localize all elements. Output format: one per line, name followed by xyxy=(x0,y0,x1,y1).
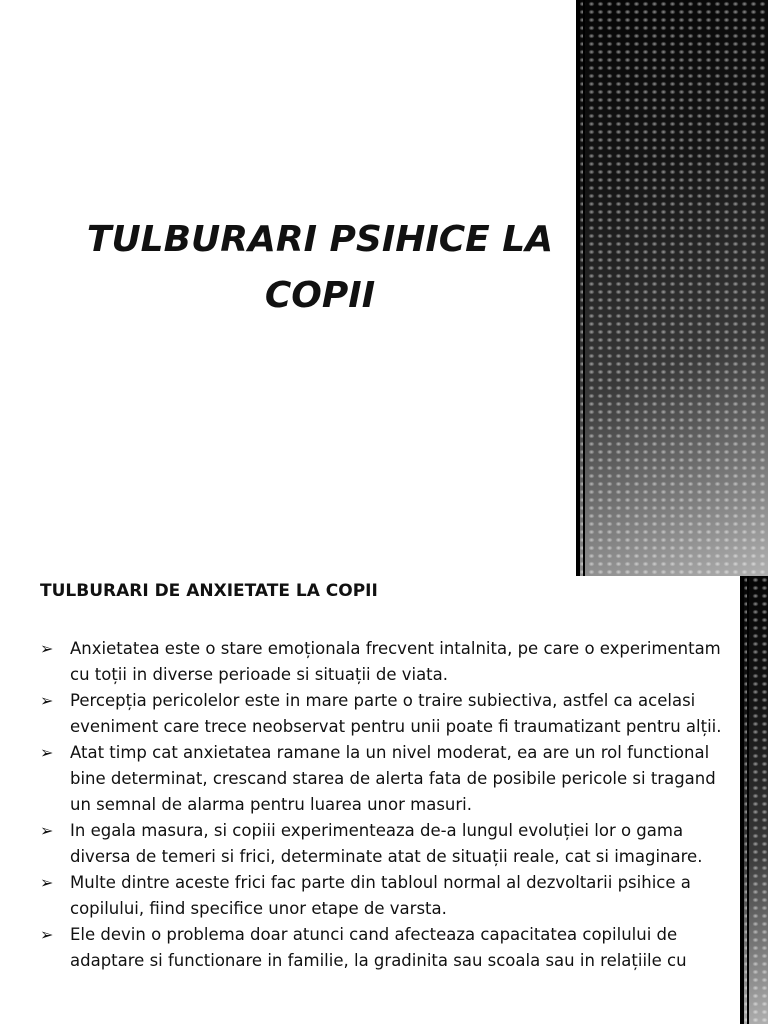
panel-divider xyxy=(747,576,749,1024)
list-item-text: Percepția pericolelor este in mare parte o traire subiectiva, astfel ca acelasi eveniment care trece neobservat pentru unii poate fi traumatizant pentru alții. xyxy=(70,691,722,736)
arrowhead-bullet-icon: ➢ xyxy=(40,873,54,892)
slide-title xyxy=(60,212,580,324)
list-item xyxy=(40,740,730,818)
panel-divider xyxy=(583,0,585,576)
bullet-list xyxy=(40,636,730,974)
list-item xyxy=(40,922,730,974)
list-item-text: Ele devin o problema doar atunci cand afecteaza capacitatea copilului de adaptare si functionare in familie, la gradinita sau scoala sau in relațiile cu xyxy=(70,925,687,970)
arrowhead-bullet-icon: ➢ xyxy=(40,743,54,762)
arrowhead-bullet-icon: ➢ xyxy=(40,925,54,944)
list-item-text: Atat timp cat anxietatea ramane la un nivel moderat, ea are un rol functional bine determinat, crescand starea de alerta fata de posibile pericole si tragand un semnal de alarma pentru luarea unor masuri. xyxy=(70,743,716,814)
list-item-text: Multe dintre aceste frici fac parte din tabloul normal al dezvoltarii psihice a copilului, fiind specifice unor etape de varsta. xyxy=(70,873,691,918)
slide-title-line-1: TULBURARI PSIHICE LA xyxy=(86,219,554,260)
list-item xyxy=(40,636,730,688)
list-item xyxy=(40,688,730,740)
arrowhead-bullet-icon: ➢ xyxy=(40,821,54,840)
section-heading: TULBURARI DE ANXIETATE LA COPII xyxy=(40,581,378,601)
list-item-text: In egala masura, si copiii experimenteaza de-a lungul evoluției lor o gama diversa de temeri si frici, determinate atat de situații reale, cat si imaginare. xyxy=(70,821,703,866)
arrowhead-bullet-icon: ➢ xyxy=(40,639,54,658)
list-item xyxy=(40,818,730,870)
decorative-mesh-panel xyxy=(578,0,768,576)
decorative-mesh-panel xyxy=(742,576,768,1024)
content-slide xyxy=(0,576,768,1024)
arrowhead-bullet-icon: ➢ xyxy=(40,691,54,710)
list-item xyxy=(40,870,730,922)
list-item-text: Anxietatea este o stare emoționala frecvent intalnita, pe care o experimentam cu toții in diverse perioade si situații de viata. xyxy=(70,639,721,684)
panel-divider xyxy=(740,576,744,1024)
slide-title-line-2: COPII xyxy=(264,275,376,316)
